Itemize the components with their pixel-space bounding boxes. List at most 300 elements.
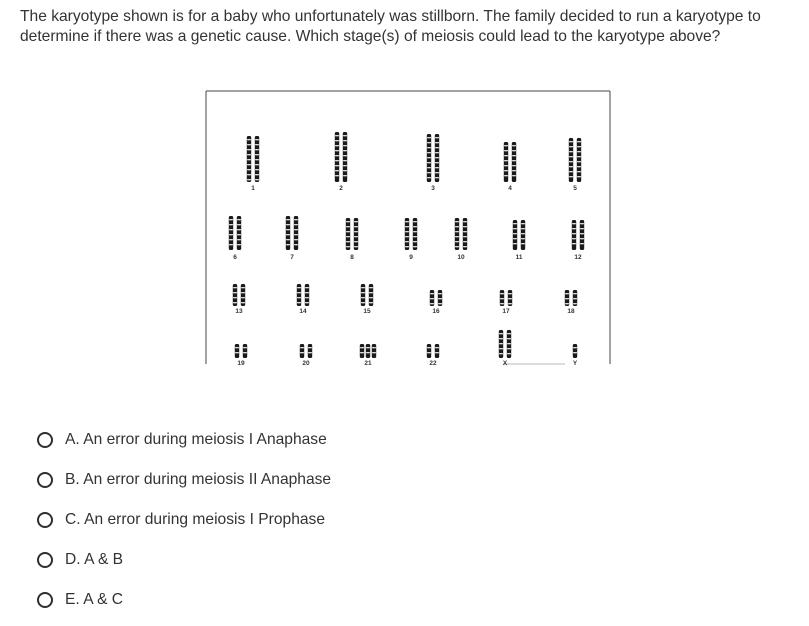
band-8-1-18	[354, 236, 358, 237]
chromatid-20-1	[308, 344, 312, 358]
band-14-1-8	[305, 292, 309, 293]
band-9-0-18	[405, 236, 409, 237]
chromosome-pair-Y	[573, 344, 577, 358]
band-3-0-8	[427, 142, 431, 143]
chromatid-21-1	[366, 344, 370, 358]
band-21-0-3	[360, 347, 364, 348]
band-X-1-8	[507, 338, 511, 339]
chromosome-pair-3	[427, 134, 439, 182]
band-14-1-13	[305, 297, 309, 298]
chromosome-pair-19	[235, 344, 247, 358]
band-6-0-28	[229, 244, 233, 245]
band-8-1-23	[354, 241, 358, 242]
band-X-1-3	[507, 333, 511, 334]
band-2-1-33	[343, 165, 347, 166]
band-17-0-13	[500, 303, 504, 304]
chromatid-8-1	[354, 218, 358, 250]
chromatid-11-1	[521, 220, 525, 250]
band-6-1-13	[237, 229, 241, 230]
band-1-1-33	[255, 169, 259, 170]
band-22-1-3	[435, 347, 439, 348]
band-6-0-13	[229, 229, 233, 230]
band-9-0-28	[405, 246, 409, 247]
chromosome-label-20: 20	[302, 360, 310, 367]
chromatid-8-0	[346, 218, 350, 250]
band-10-0-18	[455, 236, 459, 237]
band-12-0-23	[572, 243, 576, 244]
band-7-1-23	[294, 239, 298, 240]
chromosome-label-14: 14	[299, 308, 307, 315]
chromatid-5-0	[569, 138, 573, 182]
band-12-0-13	[572, 233, 576, 234]
band-6-0-8	[229, 224, 233, 225]
band-11-1-23	[521, 243, 525, 244]
chromatid-21-0	[360, 344, 364, 358]
band-16-0-8	[430, 298, 434, 299]
band-1-0-18	[247, 154, 251, 155]
band-9-0-8	[405, 226, 409, 227]
chromosome-label-Y: Y	[572, 360, 578, 367]
band-7-0-8	[286, 224, 290, 225]
band-X-0-3	[499, 333, 503, 334]
band-10-0-8	[455, 226, 459, 227]
chromosome-pair-15	[361, 284, 373, 306]
band-9-0-3	[405, 221, 409, 222]
band-15-1-8	[369, 292, 373, 293]
band-4-0-13	[504, 155, 508, 156]
band-14-0-3	[297, 287, 301, 288]
band-2-0-38	[335, 170, 339, 171]
option-d-label: D. A & B	[65, 551, 124, 568]
band-10-1-8	[463, 226, 467, 227]
band-14-0-8	[297, 292, 301, 293]
band-13-0-8	[233, 292, 237, 293]
chromosome-pair-20	[300, 344, 312, 358]
band-5-1-28	[577, 166, 581, 167]
band-2-1-28	[343, 160, 347, 161]
band-9-1-18	[413, 236, 417, 237]
chromosome-pair-X	[499, 330, 511, 358]
option-c[interactable]	[37, 500, 537, 540]
band-Y-0-3	[573, 347, 577, 348]
band-8-0-18	[346, 236, 350, 237]
band-13-1-8	[241, 292, 245, 293]
band-5-1-13	[577, 151, 581, 152]
band-8-0-3	[346, 221, 350, 222]
band-1-1-13	[255, 149, 259, 150]
chromatid-10-1	[463, 218, 467, 250]
band-13-1-3	[241, 287, 245, 288]
band-16-0-3	[430, 293, 434, 294]
band-16-1-3	[438, 293, 442, 294]
band-19-1-3	[243, 347, 247, 348]
band-14-0-13	[297, 297, 301, 298]
band-2-1-43	[343, 175, 347, 176]
chromosome-label-7: 7	[290, 254, 294, 261]
band-5-0-38	[569, 176, 573, 177]
chromosome-pair-13	[233, 284, 245, 306]
chromosome-pair-1	[247, 136, 259, 182]
option-c-label: C. An error during meiosis I Prophase	[65, 511, 326, 528]
chromatid-12-0	[572, 220, 576, 250]
band-14-0-18	[297, 302, 301, 303]
band-1-1-28	[255, 164, 259, 165]
band-4-0-8	[504, 150, 508, 151]
band-9-1-13	[413, 231, 417, 232]
chromosome-label-X: X	[502, 360, 508, 367]
band-5-1-18	[577, 156, 581, 157]
band-12-1-13	[580, 233, 584, 234]
band-12-1-3	[580, 223, 584, 224]
band-5-1-33	[577, 171, 581, 172]
band-3-1-18	[435, 152, 439, 153]
band-4-1-3	[512, 145, 516, 146]
band-10-0-3	[455, 221, 459, 222]
band-5-0-18	[569, 156, 573, 157]
karyotype-svg	[185, 84, 629, 384]
chromosome-pair-18	[565, 290, 577, 306]
chromatid-19-0	[235, 344, 239, 358]
band-4-0-3	[504, 145, 508, 146]
band-1-0-23	[247, 159, 251, 160]
band-15-1-3	[369, 287, 373, 288]
band-17-0-8	[500, 298, 504, 299]
radio-a[interactable]	[37, 432, 53, 448]
band-1-1-23	[255, 159, 259, 160]
band-10-1-23	[463, 241, 467, 242]
band-9-0-23	[405, 241, 409, 242]
band-1-0-33	[247, 169, 251, 170]
band-2-1-3	[343, 135, 347, 136]
chromosome-pair-9	[405, 218, 417, 250]
band-20-0-8	[300, 352, 304, 353]
band-4-0-33	[504, 175, 508, 176]
band-18-0-3	[565, 293, 569, 294]
band-2-1-8	[343, 140, 347, 141]
chromosome-pair-6	[229, 216, 241, 250]
band-3-1-28	[435, 162, 439, 163]
band-3-1-3	[435, 137, 439, 138]
band-X-1-23	[507, 353, 511, 354]
band-20-1-8	[308, 352, 312, 353]
band-3-0-43	[427, 177, 431, 178]
band-10-0-28	[455, 246, 459, 247]
band-15-0-8	[361, 292, 365, 293]
chromosome-pair-17	[500, 290, 512, 306]
band-6-0-3	[229, 219, 233, 220]
chromosome-label-16: 16	[432, 308, 440, 315]
band-Y-0-8	[573, 352, 577, 353]
band-21-1-3	[366, 347, 370, 348]
radio-b[interactable]	[37, 472, 53, 488]
band-12-1-18	[580, 238, 584, 239]
band-8-1-3	[354, 221, 358, 222]
option-b-label: B. An error during meiosis II Anaphase	[65, 471, 332, 488]
band-1-1-43	[255, 179, 259, 180]
band-X-0-8	[499, 338, 503, 339]
band-21-0-8	[360, 352, 364, 353]
band-22-0-3	[427, 347, 431, 348]
band-16-1-8	[438, 298, 442, 299]
band-10-1-3	[463, 221, 467, 222]
band-10-0-13	[455, 231, 459, 232]
chromatid-9-1	[413, 218, 417, 250]
option-d[interactable]	[37, 540, 537, 580]
band-15-1-13	[369, 297, 373, 298]
band-X-0-13	[499, 343, 503, 344]
band-3-1-43	[435, 177, 439, 178]
band-7-1-3	[294, 219, 298, 220]
chromosome-label-11: 11	[515, 254, 523, 261]
band-6-1-8	[237, 224, 241, 225]
band-4-1-18	[512, 160, 516, 161]
chromatid-21-2	[372, 344, 376, 358]
option-e[interactable]	[37, 580, 537, 620]
band-3-1-33	[435, 167, 439, 168]
band-22-1-8	[435, 352, 439, 353]
chromosome-pair-14	[297, 284, 309, 306]
band-11-0-18	[513, 238, 517, 239]
band-2-0-18	[335, 150, 339, 151]
band-8-0-8	[346, 226, 350, 227]
band-12-1-8	[580, 228, 584, 229]
band-11-1-8	[521, 228, 525, 229]
band-12-0-8	[572, 228, 576, 229]
chromosome-pair-5	[569, 138, 581, 182]
band-X-0-18	[499, 348, 503, 349]
band-17-1-13	[508, 303, 512, 304]
option-b[interactable]	[37, 460, 537, 500]
band-12-0-18	[572, 238, 576, 239]
band-18-1-3	[573, 293, 577, 294]
band-13-0-18	[233, 302, 237, 303]
band-2-1-38	[343, 170, 347, 171]
chromosome-pair-22	[427, 344, 439, 358]
band-8-1-28	[354, 246, 358, 247]
band-2-0-33	[335, 165, 339, 166]
chromosome-pair-2	[335, 132, 347, 182]
band-12-1-23	[580, 243, 584, 244]
band-10-1-18	[463, 236, 467, 237]
karyotype-image	[185, 84, 629, 384]
chromatid-19-1	[243, 344, 247, 358]
band-X-1-18	[507, 348, 511, 349]
band-8-1-8	[354, 226, 358, 227]
band-5-1-23	[577, 161, 581, 162]
band-15-0-3	[361, 287, 365, 288]
band-1-0-8	[247, 144, 251, 145]
band-7-1-8	[294, 224, 298, 225]
band-9-1-3	[413, 221, 417, 222]
band-7-1-18	[294, 234, 298, 235]
band-9-0-13	[405, 231, 409, 232]
band-7-0-23	[286, 239, 290, 240]
band-2-0-28	[335, 160, 339, 161]
band-11-1-13	[521, 233, 525, 234]
chromosome-label-5: 5	[573, 185, 577, 192]
band-3-1-23	[435, 157, 439, 158]
band-4-1-8	[512, 150, 516, 151]
band-17-1-8	[508, 298, 512, 299]
band-20-0-3	[300, 347, 304, 348]
chromosome-label-12: 12	[574, 254, 582, 261]
band-1-1-3	[255, 139, 259, 140]
question-text: The karyotype shown is for a baby who unfortunately was stillborn. The family decided to run a karyotype to determine if there was a genetic cause. Which stage(s) of meiosis could lead to the karyotype above?	[20, 8, 761, 45]
band-2-1-23	[343, 155, 347, 156]
chromosome-label-6: 6	[233, 254, 237, 261]
chromosome-pair-16	[430, 290, 442, 306]
band-19-1-8	[243, 352, 247, 353]
band-13-1-13	[241, 297, 245, 298]
band-8-1-13	[354, 231, 358, 232]
radio-c[interactable]	[37, 512, 53, 528]
chromosome-label-4: 4	[508, 185, 512, 192]
band-11-0-8	[513, 228, 517, 229]
chromosome-label-17: 17	[502, 308, 510, 315]
chromosome-label-3: 3	[431, 185, 435, 192]
band-6-1-23	[237, 239, 241, 240]
band-5-0-13	[569, 151, 573, 152]
band-2-1-18	[343, 150, 347, 151]
band-3-0-3	[427, 137, 431, 138]
band-4-0-23	[504, 165, 508, 166]
band-10-1-13	[463, 231, 467, 232]
band-9-1-28	[413, 246, 417, 247]
band-20-1-3	[308, 347, 312, 348]
band-18-0-13	[565, 303, 569, 304]
band-3-0-38	[427, 172, 431, 173]
band-4-1-33	[512, 175, 516, 176]
band-13-0-13	[233, 297, 237, 298]
band-10-0-23	[455, 241, 459, 242]
band-11-1-18	[521, 238, 525, 239]
chromatid-22-0	[427, 344, 431, 358]
band-1-0-3	[247, 139, 251, 140]
band-11-0-23	[513, 243, 517, 244]
band-1-0-28	[247, 164, 251, 165]
chromosome-label-2: 2	[339, 185, 343, 192]
band-8-0-23	[346, 241, 350, 242]
band-13-0-3	[233, 287, 237, 288]
chromatid-10-0	[455, 218, 459, 250]
band-16-0-13	[430, 303, 434, 304]
chromosome-label-21: 21	[364, 360, 372, 367]
chromatid-9-0	[405, 218, 409, 250]
band-5-1-8	[577, 146, 581, 147]
band-14-1-18	[305, 302, 309, 303]
band-6-0-23	[229, 239, 233, 240]
chromosome-label-22: 22	[429, 360, 437, 367]
band-19-0-3	[235, 347, 239, 348]
band-5-0-3	[569, 141, 573, 142]
chromatid-20-0	[300, 344, 304, 358]
band-15-0-13	[361, 297, 365, 298]
option-a[interactable]	[37, 420, 537, 460]
band-5-0-33	[569, 171, 573, 172]
band-X-1-13	[507, 343, 511, 344]
chromosome-pair-11	[513, 220, 525, 250]
band-4-1-28	[512, 170, 516, 171]
band-3-1-13	[435, 147, 439, 148]
band-5-0-28	[569, 166, 573, 167]
chromatid-2-0	[335, 132, 339, 182]
band-12-0-3	[572, 223, 576, 224]
band-X-0-23	[499, 353, 503, 354]
band-19-0-8	[235, 352, 239, 353]
band-4-1-13	[512, 155, 516, 156]
chromosome-label-18: 18	[567, 308, 575, 315]
radio-d[interactable]	[37, 552, 53, 568]
band-7-0-3	[286, 219, 290, 220]
band-5-1-3	[577, 141, 581, 142]
band-3-0-28	[427, 162, 431, 163]
answer-options	[37, 420, 537, 620]
chromatid-5-1	[577, 138, 581, 182]
band-1-1-8	[255, 144, 259, 145]
chromosome-label-13: 13	[235, 308, 243, 315]
band-1-0-38	[247, 174, 251, 175]
band-21-1-8	[366, 352, 370, 353]
band-6-1-3	[237, 219, 241, 220]
band-3-0-23	[427, 157, 431, 158]
band-6-1-18	[237, 234, 241, 235]
chromosome-pair-8	[346, 218, 358, 250]
radio-e[interactable]	[37, 592, 53, 608]
chromosome-label-15: 15	[363, 308, 371, 315]
band-1-1-38	[255, 174, 259, 175]
chromatid-22-1	[435, 344, 439, 358]
chromatid-2-1	[343, 132, 347, 182]
option-a-label: A. An error during meiosis I Anaphase	[65, 431, 327, 448]
band-9-1-23	[413, 241, 417, 242]
band-1-0-13	[247, 149, 251, 150]
chromatid-12-1	[580, 220, 584, 250]
chromosome-pair-7	[286, 216, 298, 250]
band-13-1-18	[241, 302, 245, 303]
band-3-0-13	[427, 147, 431, 148]
band-3-1-38	[435, 172, 439, 173]
band-5-0-23	[569, 161, 573, 162]
band-5-1-38	[577, 176, 581, 177]
chromosome-label-19: 19	[237, 360, 245, 367]
band-3-0-18	[427, 152, 431, 153]
chromosome-pair-21	[360, 344, 376, 358]
chromosome-pair-10	[455, 218, 467, 250]
band-3-1-8	[435, 142, 439, 143]
band-7-0-28	[286, 244, 290, 245]
band-11-1-3	[521, 223, 525, 224]
chromosome-pair-12	[572, 220, 584, 250]
band-1-0-43	[247, 179, 251, 180]
band-2-0-8	[335, 140, 339, 141]
band-2-0-3	[335, 135, 339, 136]
band-3-0-33	[427, 167, 431, 168]
band-7-1-28	[294, 244, 298, 245]
band-9-1-8	[413, 226, 417, 227]
chromatid-Y-0	[573, 344, 577, 358]
chromosome-label-9: 9	[409, 254, 413, 261]
band-11-0-13	[513, 233, 517, 234]
band-15-1-18	[369, 302, 373, 303]
band-22-0-8	[427, 352, 431, 353]
band-18-1-8	[573, 298, 577, 299]
band-2-0-13	[335, 145, 339, 146]
band-4-0-28	[504, 170, 508, 171]
band-18-1-13	[573, 303, 577, 304]
chromosome-label-1: 1	[251, 185, 255, 192]
band-18-0-8	[565, 298, 569, 299]
band-2-0-23	[335, 155, 339, 156]
